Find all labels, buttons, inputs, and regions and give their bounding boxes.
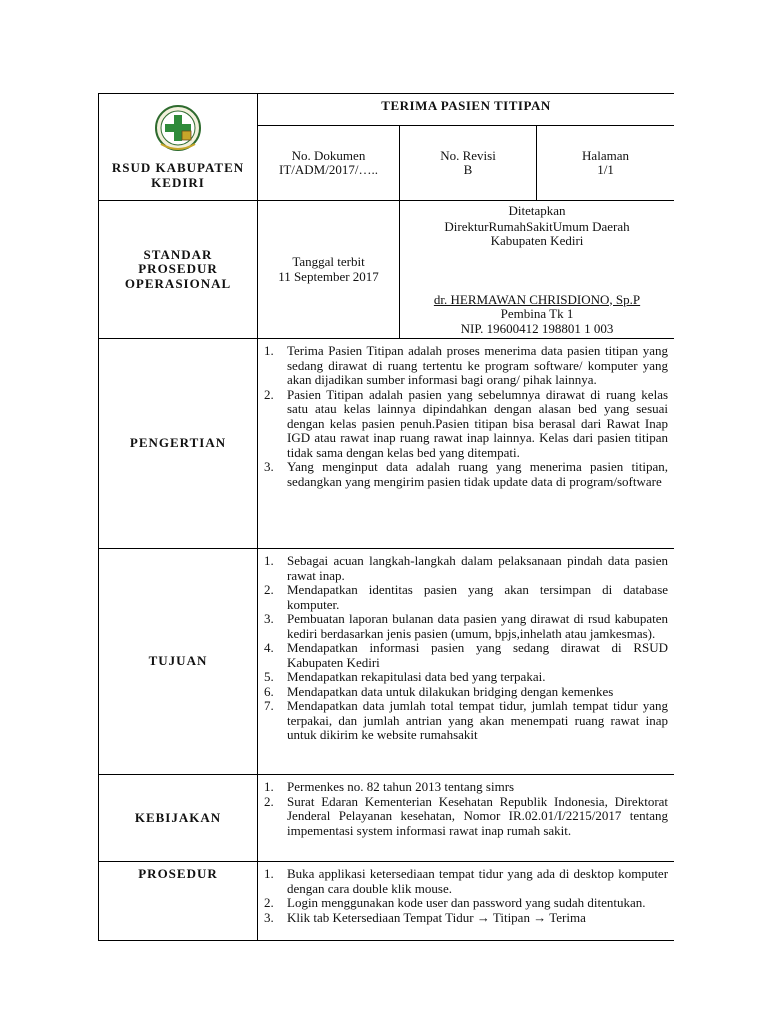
doc-number-cell — [258, 126, 400, 201]
pengertian-item-number: 1. — [264, 343, 274, 358]
tujuan-item — [260, 554, 668, 583]
prosedur-item-number: 1. — [264, 866, 274, 881]
tujuan-item-text: Mendapatkan data untuk dilakukan bridging dengan kemenkes — [287, 683, 614, 699]
kebijakan-item-text: Permenkes no. 82 tahun 2013 tentang simrs — [287, 779, 515, 794]
prosedur-item-text: Login menggunakan kode user dan password yang sudah ditentukan. — [287, 895, 646, 910]
prosedur-list — [260, 867, 668, 925]
pengertian-item — [260, 460, 668, 489]
prosedur-item-text: Buka applikasi ketersediaan tempat tidur yang ada di desktop komputer dengan cara double klik mouse. — [287, 866, 669, 896]
kebijakan-label: KEBIJAKAN — [99, 775, 258, 862]
revision-label: No. Revisi — [440, 147, 496, 163]
tujuan-item — [260, 641, 668, 670]
signer-nip: NIP. 19600412 198801 1 003 — [460, 320, 614, 336]
pengertian-item — [260, 344, 668, 388]
approval-director: DirekturRumahSakitUmum Daerah Kabupaten Kediri — [444, 218, 630, 248]
pengertian-item — [260, 388, 668, 461]
pengertian-label: PENGERTIAN — [99, 339, 258, 549]
prosedur-item — [260, 867, 668, 896]
pengertian-content — [258, 339, 675, 549]
page-label: Halaman — [582, 147, 629, 163]
tujuan-item-number: 4. — [264, 640, 274, 655]
pengertian-item-number: 2. — [264, 386, 274, 402]
tujuan-item-number: 5. — [264, 669, 274, 684]
tujuan-item-number: 1. — [264, 553, 274, 568]
approval-ditetapkan: Ditetapkan — [508, 203, 566, 218]
tujuan-item-number: 3. — [264, 611, 274, 626]
page-cell — [537, 126, 675, 201]
doc-number-label: No. Dokumen — [291, 147, 366, 163]
tujuan-item-text: Pembuatan laporan bulanan data pasien yang dirawat di rsud kabupaten kediri berdasarkan jenis pasien (umum, bpjs,inhelath atau jamkesmas). — [287, 611, 669, 641]
signer-name: dr. HERMAWAN CHRISDIONO, Sp.P — [433, 291, 641, 307]
hospital-name: RSUD KABUPATEN KEDIRI — [111, 160, 245, 190]
prosedur-item-text: Klik tab Ketersediaan Tempat Tidur → Titipan → Terima — [287, 909, 586, 925]
kebijakan-list — [260, 780, 668, 838]
tujuan-item-text: Mendapatkan informasi pasien yang sedang dirawat di RSUD Kabupaten Kediri — [287, 640, 669, 670]
prosedur-item — [260, 911, 668, 926]
prosedur-content — [258, 862, 675, 942]
kebijakan-content — [258, 775, 675, 862]
tujuan-item — [260, 699, 668, 743]
tujuan-item-text: Mendapatkan identitas pasien yang akan tersimpan di database komputer. — [287, 582, 669, 612]
tujuan-item — [260, 685, 668, 700]
sop-table — [98, 93, 674, 941]
issue-date-label: Tanggal terbit — [292, 254, 365, 269]
kebijakan-item — [260, 795, 668, 839]
revision-value: B — [463, 162, 473, 177]
hospital-logo-icon — [153, 104, 203, 156]
prosedur-label: PROSEDUR — [99, 862, 258, 942]
tujuan-item-text: Sebagai acuan langkah-langkah dalam pelaksanaan pindah data pasien rawat inap. — [287, 553, 669, 583]
sop-document — [98, 93, 674, 941]
kebijakan-item-number: 2. — [264, 793, 274, 809]
pengertian-item-text: Terima Pasien Titipan adalah proses menerima data pasien titipan yang sedang dirawat di ruang tertentu ke program software/ komputer yang akan dijadikan sumber informasi bagi orang/ pihak lainnya. — [287, 343, 669, 387]
tujuan-item — [260, 583, 668, 612]
tujuan-content — [258, 549, 675, 775]
kebijakan-item-text: Surat Edaran Kementerian Kesehatan Republik Indonesia, Direktorat Jenderal Pelayanan kesehatan, Nomor IR.02.01/I/2215/2017 tentang impementasi system informasi rawat inap rumah sakit. — [287, 793, 669, 838]
tujuan-item-number: 2. — [264, 582, 274, 597]
sop-label: STANDAR PROSEDUR OPERASIONAL — [99, 201, 258, 339]
prosedur-item — [260, 896, 668, 911]
prosedur-item-number: 3. — [264, 909, 274, 925]
approval-cell — [400, 201, 675, 339]
signer-rank: Pembina Tk 1 — [500, 306, 574, 321]
pengertian-item-number: 3. — [264, 459, 274, 474]
tujuan-item — [260, 670, 668, 685]
pengertian-item-text: Pasien Titipan adalah pasien yang sebelumnya dirawat di ruang kelas satu atau kelas lainnya dipindahkan dengan alasan bed yang sesuai dengan kelas pasien penuh.Pasien titipan bisa berasal dari Rawat Inap IGD atau rawat inap ruang rawat inap lainnya. Kelas dari pasien titipan tidak sama dengan kelas bed yang ditempati. — [287, 386, 669, 460]
tujuan-item — [260, 612, 668, 641]
tujuan-label: TUJUAN — [99, 549, 258, 775]
pengertian-item-text: Yang menginput data adalah ruang yang menerima pasien titipan, sedangkan yang mengirim pasien tidak update data di program/software — [287, 459, 669, 489]
prosedur-item-number: 2. — [264, 895, 274, 910]
tujuan-item-number: 6. — [264, 683, 274, 699]
issue-date-cell — [258, 201, 400, 339]
pengertian-list — [260, 344, 668, 489]
tujuan-list — [260, 554, 668, 743]
tujuan-item-text: Mendapatkan data jumlah total tempat tidur, jumlah tempat tidur yang terpakai, dan jumlah antrian yang akan menempati ruang rawat inap untuk dikirim ke website rumahsakit — [287, 698, 669, 742]
page-value: 1/1 — [597, 162, 614, 177]
tujuan-item-text: Mendapatkan rekapitulasi data bed yang terpakai. — [287, 669, 546, 684]
revision-cell — [400, 126, 537, 201]
kebijakan-item-number: 1. — [264, 779, 274, 794]
kebijakan-item — [260, 780, 668, 795]
issue-date-value: 11 September 2017 — [278, 268, 379, 284]
hospital-cell — [99, 94, 258, 201]
doc-number-value: IT/ADM/2017/….. — [279, 162, 378, 177]
document-title: TERIMA PASIEN TITIPAN — [258, 94, 675, 126]
tujuan-item-number: 7. — [264, 698, 274, 713]
